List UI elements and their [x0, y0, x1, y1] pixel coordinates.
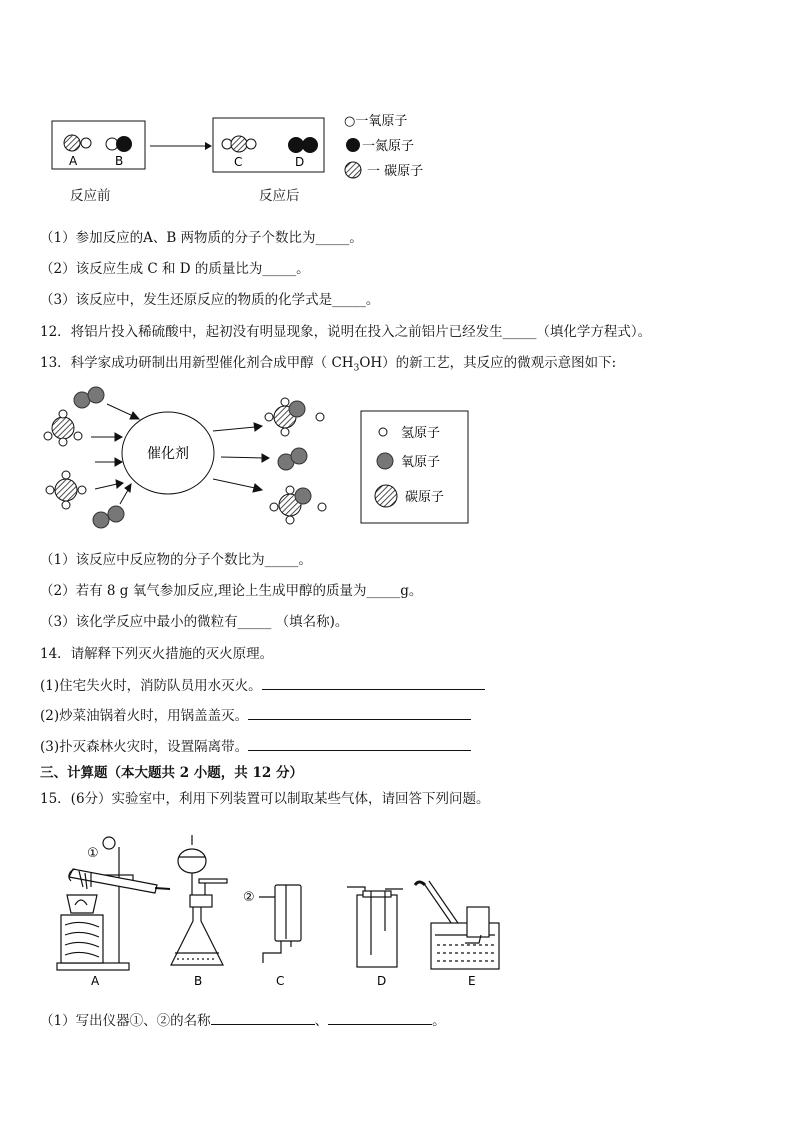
q14-answer-blank-1[interactable]	[262, 677, 485, 690]
q15-stem: 15．(6分）实验室中，利用下列装置可以制取某些气体，请回答下列问题。	[40, 791, 490, 807]
molecule-a	[64, 135, 91, 151]
apparatus-b	[171, 835, 227, 965]
label-before: 反应前	[70, 188, 111, 204]
oxygen-molecule-top	[74, 387, 104, 408]
carbon-atom-icon-2	[375, 485, 397, 507]
legend-hydrogen: 氢原子	[401, 426, 441, 441]
oxygen-molecule-bottom	[93, 506, 124, 528]
q13-stem-part1: 13．科学家成功研制出用新型催化剂合成甲醇（ CH	[40, 355, 354, 371]
q14-part3-text: (3)扑灭森林火灾时，设置隔离带。	[40, 739, 249, 755]
hydrogen-atom-icon	[379, 428, 387, 436]
apparatus-label-c: C	[276, 974, 285, 988]
q14-answer-blank-3[interactable]	[248, 738, 471, 751]
catalyst-label: 催化剂	[147, 446, 189, 462]
q15-end-mark: 。	[432, 1013, 446, 1029]
legend-oxygen-2: 氧原子	[401, 455, 441, 470]
lab-apparatus-diagram	[45, 835, 525, 995]
label-a: A	[69, 154, 78, 168]
legend-carbon: 一 碳原子	[367, 164, 424, 179]
apparatus-c	[243, 885, 301, 963]
molecule-d	[289, 138, 318, 153]
apparatus-label-d: D	[377, 974, 387, 988]
q15-separator: 、	[314, 1013, 329, 1029]
q13-part3: （3）该化学反应中最小的微粒有_____ （填名称)。	[40, 614, 349, 630]
q15-answer-blank-1[interactable]	[211, 1012, 315, 1025]
q14-part1-text: (1)住宅失火时，消防队员用水灭火。	[40, 678, 262, 694]
methane-product	[270, 486, 326, 524]
legend-carbon-2: 碳原子	[405, 490, 445, 505]
q11-part2: （2）该反应生成 C 和 D 的质量比为_____。	[40, 261, 310, 277]
q13-part2: （2）若有 8 g 氧气参加反应,理论上生成甲醇的质量为_____g。	[40, 583, 423, 599]
q11-part1: （1）参加反应的A、B 两物质的分子个数比为_____。	[40, 230, 363, 246]
arrow-icon	[205, 142, 212, 150]
q14-part1	[40, 677, 485, 695]
q14-part3	[40, 738, 471, 756]
apparatus-label-b: B	[194, 974, 203, 988]
label-d: D	[295, 155, 305, 169]
q14-part2	[40, 707, 471, 725]
molecule-c	[222, 136, 256, 152]
methanol-reactant-1	[44, 410, 82, 446]
marker-1: ①	[87, 846, 99, 861]
q14-part2-text: (2)炒菜油锅着火时，用锅盖盖灭。	[40, 708, 249, 724]
methanol-product	[265, 398, 324, 436]
apparatus-d	[347, 887, 403, 967]
methanol-reaction-diagram	[35, 380, 485, 530]
oxygen-atom-icon	[377, 453, 393, 469]
label-after: 反应后	[259, 188, 300, 204]
q15-answer-blank-2[interactable]	[328, 1012, 432, 1025]
oxygen-molecule-product	[278, 448, 307, 470]
q14-stem: 14．请解释下列灭火措施的灭火原理。	[40, 646, 274, 662]
apparatus-a	[57, 837, 170, 970]
q13-stem-part2: OH）的新工艺，其反应的微观示意图如下:	[359, 355, 617, 371]
apparatus-e	[415, 881, 499, 969]
legend-oxygen: ○一氧原子	[344, 114, 408, 129]
legend-nitrogen: 一氮原子	[362, 139, 415, 154]
q15-part1	[40, 1012, 446, 1030]
apparatus-label-e: E	[468, 974, 476, 988]
label-b: B	[115, 154, 124, 168]
q13-stem	[40, 354, 616, 378]
q13-part1: （1）该反应中反应物的分子个数比为_____。	[40, 552, 312, 568]
section-heading: 三、计算题（本大题共 2 小题，共 12 分）	[40, 765, 303, 781]
q11-part3: （3）该反应中，发生还原反应的物质的化学式是_____。	[40, 292, 380, 308]
marker-2: ②	[243, 890, 255, 905]
q12-stem: 12．将铝片投入稀硫酸中，起初没有明显现象，说明在投入之前铝片已经发生_____（填化学方程式）。	[40, 324, 652, 340]
label-c: C	[234, 155, 243, 169]
q14-answer-blank-2[interactable]	[248, 707, 471, 720]
q13-stem-subscript: 3	[353, 363, 360, 374]
molecule-b	[106, 137, 132, 152]
q15-part1-text: （1）写出仪器①、②的名称	[40, 1013, 211, 1029]
nitrogen-atom-icon	[346, 138, 360, 152]
apparatus-label-a: A	[91, 974, 100, 988]
output-arrows	[213, 423, 269, 492]
methanol-reactant-2	[46, 471, 86, 509]
carbon-atom-icon	[345, 162, 361, 178]
